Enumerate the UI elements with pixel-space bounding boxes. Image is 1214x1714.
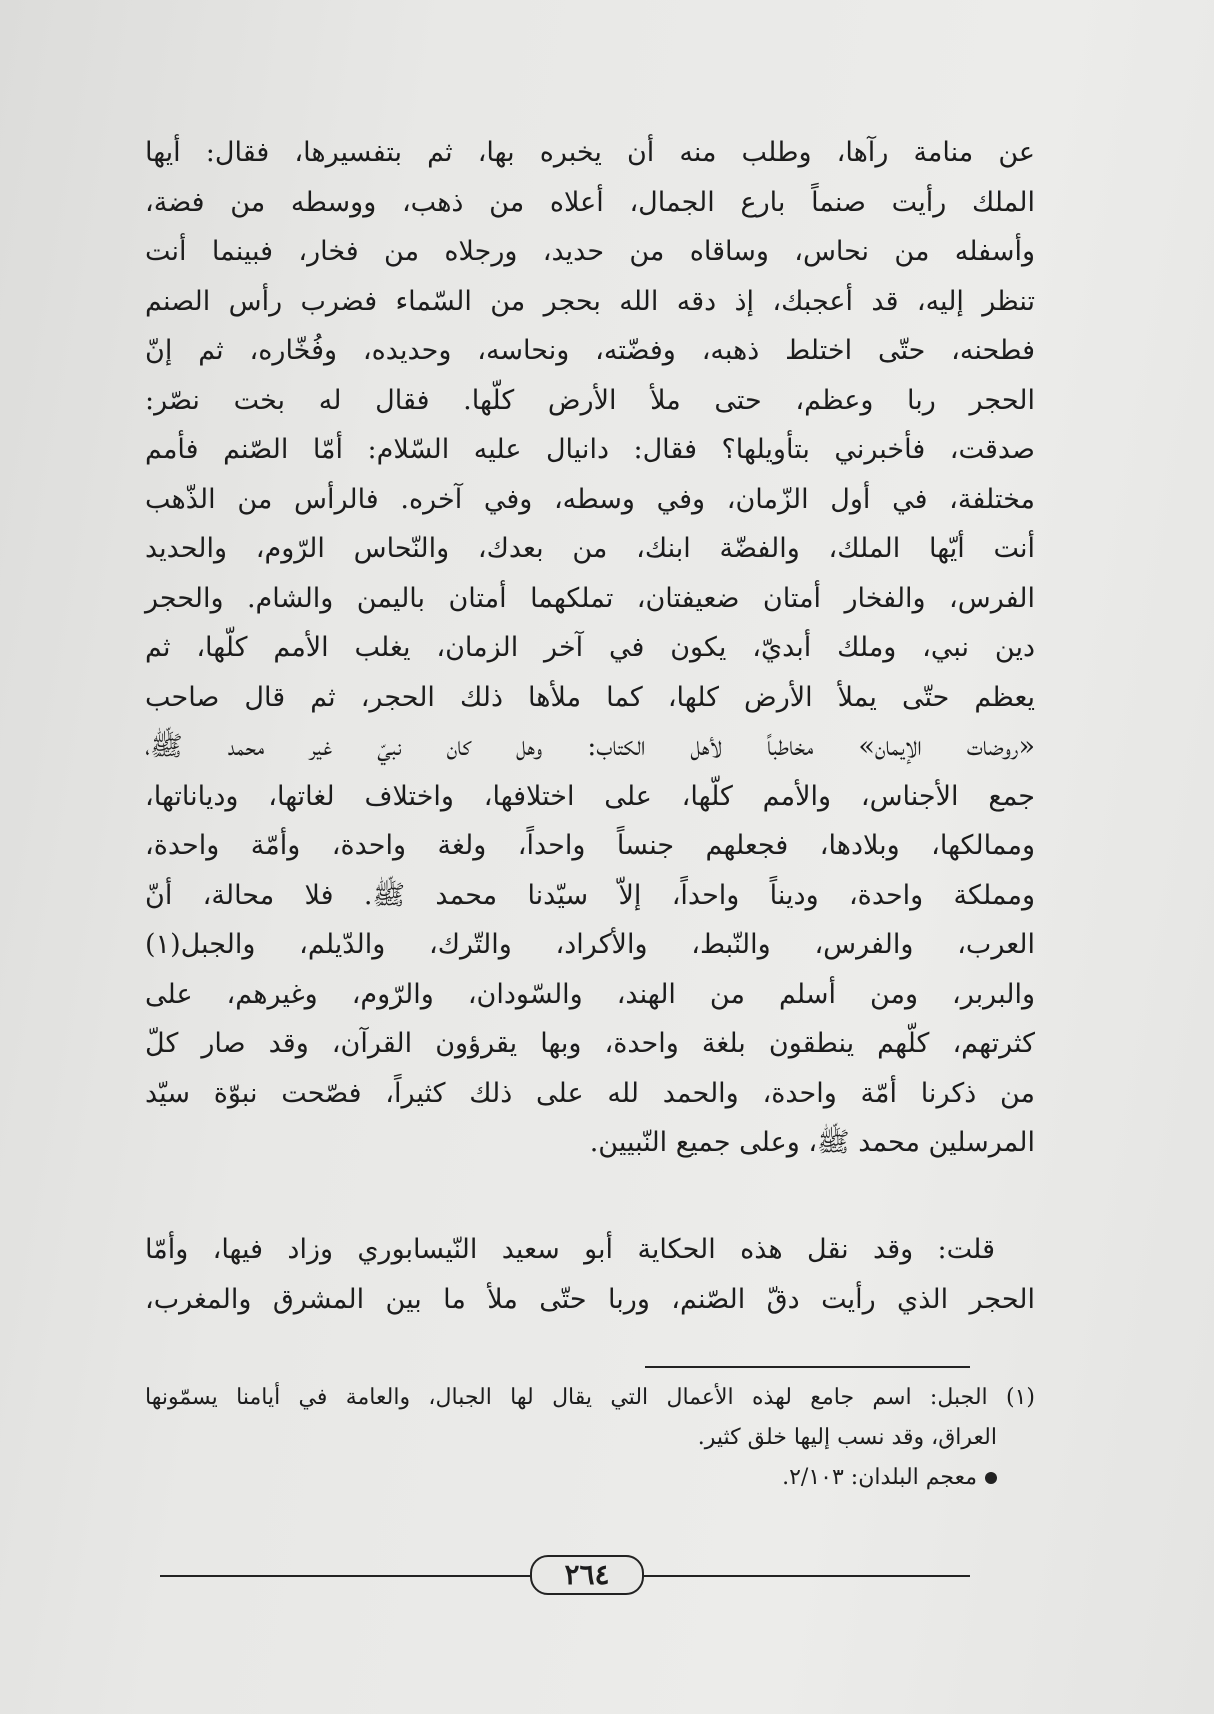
text-line: جمع الأجناس، والأمم كلّها، على اختلافها، واختلاف لغاتها، ودياناتها، bbox=[145, 780, 1035, 812]
source-text: معجم البلدان: ٢/١٠٣. bbox=[782, 1465, 977, 1490]
bullet-icon bbox=[985, 1472, 997, 1484]
text-line: المرسلين محمد ﷺ، وعلى جميع النّبيين. bbox=[589, 1127, 1035, 1158]
text-line: والبربر، ومن أسلم من الهند، والسّودان، والرّوم، وغيرهم، على bbox=[145, 978, 1035, 1010]
text-line: من ذكرنا أمّة واحدة، والحمد لله على ذلك كثيراً، فصّحت نبوّة سيّد bbox=[145, 1077, 1035, 1109]
text-line: الحجر الذي رأيت دقّ الصّنم، وربا حتّى ملأ ما بين المشرق والمغرب، bbox=[145, 1283, 1035, 1315]
text-line: تنظر إليه، قد أعجبك، إذ دقه الله بحجر من السّماء فضرب رأس الصنم bbox=[145, 285, 1035, 317]
ornament-line-right bbox=[630, 1575, 970, 1577]
footnote-line: (١) الجبل: اسم جامع لهذه الأعمال التي يقال لها الجبال، والعامة في أيامنا يسمّونها bbox=[145, 1385, 1035, 1410]
text-line: عن منامة رآها، وطلب منه أن يخبره بها، ثم بتفسيرها، فقال: أيها bbox=[145, 137, 1035, 168]
page-number-ornament bbox=[160, 1555, 970, 1595]
text-line: قلت: وقد نقل هذه الحكاية أبو سعيد النّيسابوري وزاد فيها، وأمّا bbox=[145, 1234, 995, 1265]
text-line: «روضات الإيمان» مخاطباً لأهل الكتاب: وهل كان نبيّ غير محمد ﷺ، bbox=[145, 731, 1035, 762]
text-line: مختلفة، في أول الزّمان، وفي وسطه، وفي آخره. فالرأس من الذّهب bbox=[145, 483, 1035, 515]
ornament-line-left bbox=[160, 1575, 535, 1577]
text-line: الفرس، والفخار أمتان ضعيفتان، تملكهما أمتان باليمن والشام. والحجر bbox=[145, 582, 1035, 614]
text-line: ومملكة واحدة، وديناً واحداً، إلاّ سيّدنا محمد ﷺ. فلا محالة، أنّ bbox=[145, 879, 1035, 911]
text-line: الملك رأيت صنماً بارع الجمال، أعلاه من ذهب، ووسطه من فضة، bbox=[145, 186, 1035, 218]
text-line: دين نبي، وملك أبديّ، يكون في آخر الزمان، يغلب الأمم كلّها، ثم bbox=[145, 632, 1035, 663]
text-line: يعظم حتّى يملأ الأرض كلها، كما ملأها ذلك الحجر، ثم قال صاحب bbox=[145, 681, 1035, 713]
text-line: أنت أيّها الملك، والفضّة ابنك، من بعدك، والنّحاس الرّوم، والحديد bbox=[145, 533, 1035, 564]
second-paragraph bbox=[145, 1225, 1035, 1324]
text-line: وأسفله من نحاس، وساقاه من حديد، ورجلاه من فخار، فبينما أنت bbox=[145, 236, 1035, 267]
footnote-divider bbox=[645, 1366, 970, 1368]
text-line: الحجر ربا وعظم، حتى ملأ الأرض كلّها. فقال له بخت نصّر: bbox=[145, 384, 1035, 416]
page-number: ٢٦٤ bbox=[530, 1555, 644, 1595]
footnote bbox=[145, 1378, 1035, 1498]
footnote-source bbox=[145, 1458, 1035, 1498]
footnote-line: العراق، وقد نسب إليها خلق كثير. bbox=[697, 1425, 997, 1450]
text-line: وممالكها، وبلادها، فجعلهم جنساً واحداً، ولغة واحدة، وأمّة واحدة، bbox=[145, 830, 1035, 861]
text-line: كثرتهم، كلّهم ينطقون بلغة واحدة، وبها يقرؤون القرآن، وقد صار كلّ bbox=[145, 1028, 1035, 1059]
text-line: العرب، والفرس، والنّبط، والأكراد، والتّرك، والدّيلم، والجبل(١) bbox=[145, 929, 1035, 960]
text-line: فطحنه، حتّى اختلط ذهبه، وفضّته، ونحاسه، وحديده، وفُخّاره، ثم إنّ bbox=[145, 335, 1035, 366]
text-line: صدقت، فأخبرني بتأويلها؟ فقال: دانيال عليه السّلام: أمّا الصّنم فأمم bbox=[145, 434, 1035, 465]
main-paragraph bbox=[145, 128, 1035, 1168]
